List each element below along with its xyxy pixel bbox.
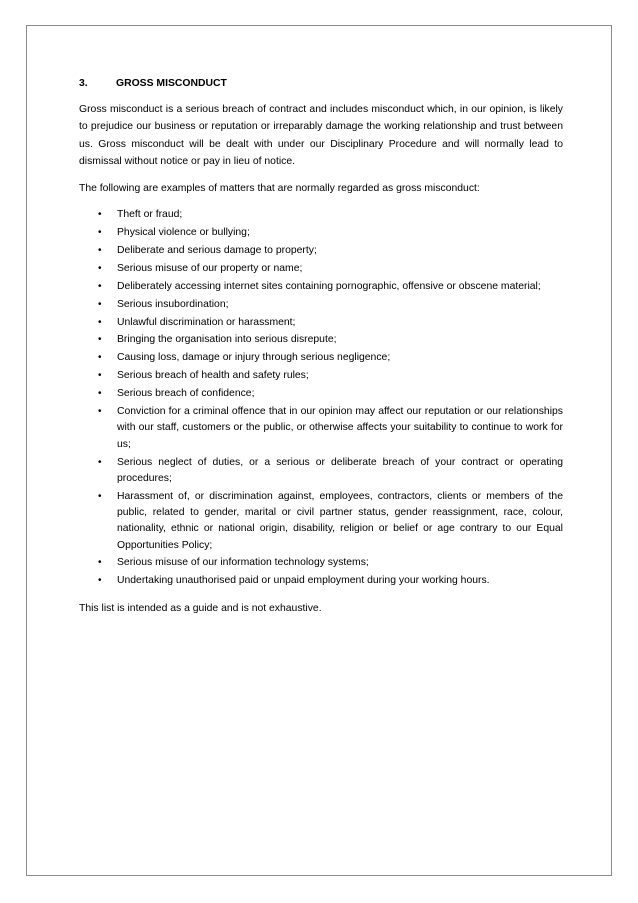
list-item-text: Deliberately accessing internet sites containing pornographic, offensive or obscene material;: [117, 280, 541, 292]
list-item-text: Deliberate and serious damage to property;: [117, 245, 317, 256]
list-item: [79, 573, 563, 589]
list-item-text: Serious neglect of duties, or a serious or deliberate breach of your contract or operating procedures;: [117, 456, 563, 484]
bullet-icon: •: [98, 490, 102, 502]
list-item-text: Serious breach of health and safety rules;: [117, 370, 309, 382]
list-item-text: Physical violence or bullying;: [117, 227, 250, 239]
bullet-icon: •: [98, 388, 102, 400]
list-item-text: Theft or fraud;: [117, 209, 183, 221]
bullet-icon: •: [98, 245, 102, 256]
bullet-icon: •: [98, 280, 102, 292]
list-item: [79, 261, 563, 277]
list-item: [79, 386, 563, 402]
section-title: GROSS MISCONDUCT: [116, 78, 227, 89]
list-item: [79, 315, 563, 331]
section-heading: [79, 75, 563, 92]
list-item: [79, 297, 563, 313]
list-item-text: Serious misuse of our information technology systems;: [117, 557, 369, 569]
list-item: [79, 404, 563, 453]
list-item: [79, 332, 563, 348]
examples-lead: The following are examples of matters that are normally regarded as gross misconduct:: [79, 183, 480, 195]
document-body: [79, 75, 563, 627]
list-item-text: Undertaking unauthorised paid or unpaid employment during your working hours.: [117, 575, 490, 587]
bullet-icon: •: [98, 406, 102, 418]
list-item: [79, 489, 563, 554]
section-number: 3.: [79, 78, 88, 89]
list-item-text: Serious misuse of our property or name;: [117, 262, 303, 274]
list-item-text: Causing loss, damage or injury through serious negligence;: [117, 352, 391, 364]
list-item: [79, 455, 563, 488]
list-item: [79, 279, 563, 295]
bullet-icon: •: [98, 227, 102, 239]
bullet-icon: •: [98, 557, 102, 569]
bullet-icon: •: [98, 334, 102, 346]
bullet-icon: •: [98, 298, 102, 310]
intro-paragraph: Gross misconduct is a serious breach of contract and includes misconduct which, in our opinion, is likely to prejudice our business or reputation or irreparably damage the working relationship and trust between us. Gross misconduct will be dealt with under our Disciplinary Procedure and will normally lead to dismissal without notice or pay in lieu of notice.: [79, 104, 563, 167]
list-item-text: Harassment of, or discrimination against, employees, contractors, clients or members of the public, related to gender, marital or civil partner status, gender reassignment, race, colour, nationality, ethnic or national origin, disability, religion or belief or age contrary to our Equal Opportunities Policy;: [117, 490, 563, 551]
list-item: [79, 207, 563, 223]
list-item-text: Conviction for a criminal offence that in our opinion may affect our reputation or our relationships with our staff, customers or the public, or otherwise affects your suitability to continue to work for us;: [117, 406, 563, 450]
list-item: [79, 225, 563, 241]
bullet-icon: •: [98, 262, 102, 274]
closing-paragraph: This list is intended as a guide and is not exhaustive.: [79, 602, 322, 614]
misconduct-list: [79, 207, 563, 589]
list-item: [79, 368, 563, 384]
list-item-text: Serious insubordination;: [117, 298, 229, 310]
list-item: [79, 350, 563, 366]
list-item-text: Unlawful discrimination or harassment;: [117, 316, 296, 328]
list-item-text: Bringing the organisation into serious disrepute;: [117, 334, 337, 346]
bullet-icon: •: [98, 209, 102, 221]
bullet-icon: •: [98, 352, 102, 364]
bullet-icon: •: [98, 316, 102, 328]
list-item: [79, 243, 563, 259]
bullet-icon: •: [98, 370, 102, 382]
list-item: [79, 555, 563, 571]
list-item-text: Serious breach of confidence;: [117, 388, 255, 400]
bullet-icon: •: [98, 575, 102, 587]
bullet-icon: •: [98, 456, 102, 468]
